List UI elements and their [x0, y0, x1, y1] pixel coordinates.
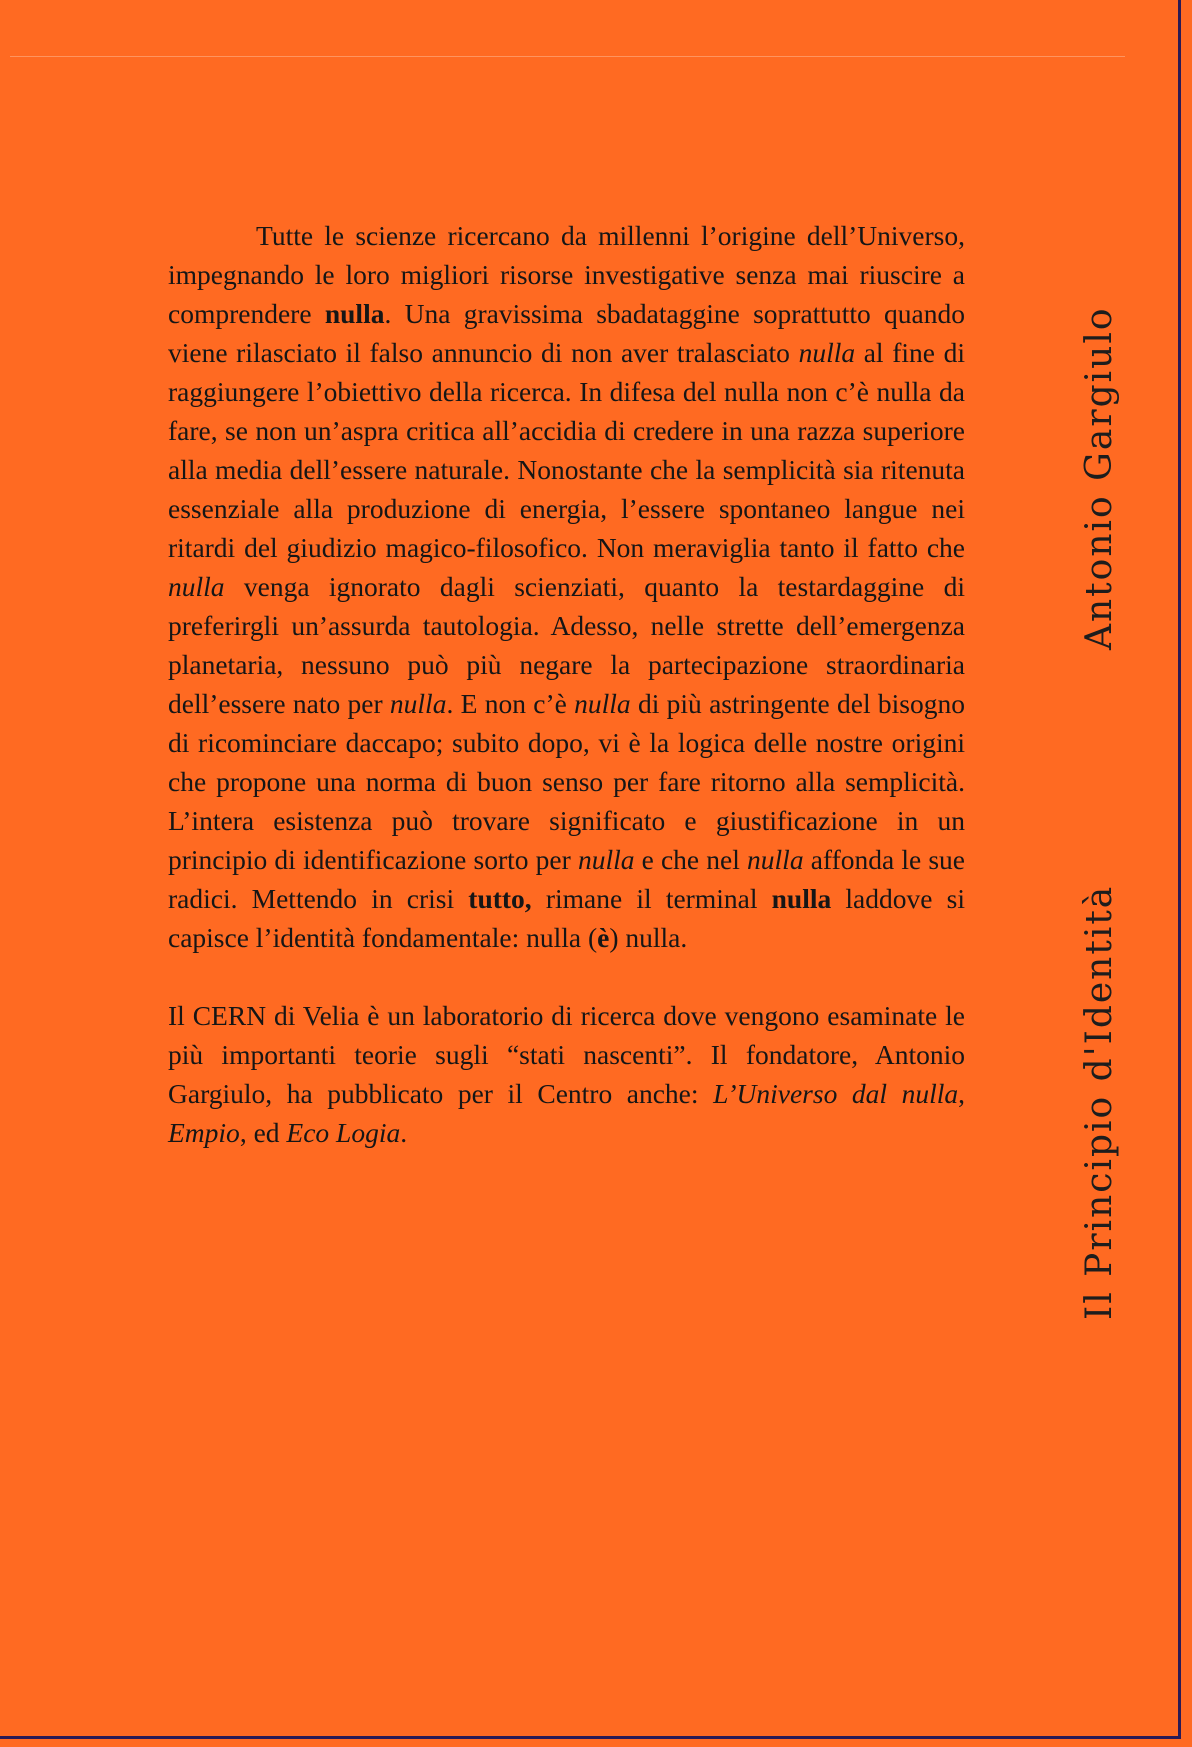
text-run: e che nel [634, 844, 748, 875]
text-run: ) nulla. [609, 922, 688, 953]
text-run: , ed [239, 1117, 287, 1148]
spine-title: Il Principio d'Identità [1079, 884, 1120, 1320]
italic-text: L’Universo dal nulla [713, 1078, 959, 1109]
text-run: Il CERN di Velia è un laboratorio di ricerca dove vengono esaminate le più importanti teorie sugli “stati nascenti”. Il fondatore, Antonio Gargiulo, ha pubblicato per il Centro anche: [168, 1000, 965, 1109]
text-run: laddove si capisce l’identità fondamentale: nulla ( [168, 883, 965, 953]
text-run: Tutte le scienze ricercano da millenni l’origine dell’Universo, impegnando le loro migliori risorse investigative senza mai riuscire a comprendere [168, 220, 965, 329]
text-run: di più astringente del bisogno di ricominciare daccapo; subito dopo, vi è la logica delle nostre origini che propone una norma di buon senso per fare ritorno alla semplicità. L’intera esistenza può trovare significato e giustificazione in un principio di identificazione sorto per [168, 688, 965, 875]
blurb-paragraph-1 [168, 216, 965, 957]
italic-text: Eco Logia [286, 1117, 401, 1148]
italic-text: nulla [577, 844, 635, 875]
spine [1080, 0, 1140, 1747]
italic-text: nulla [747, 844, 804, 875]
text-run: . E non c’è [446, 688, 575, 719]
spine-author: Antonio Gargiulo [1079, 306, 1120, 650]
italic-text: nulla [389, 688, 447, 719]
bold-text: è [597, 922, 610, 953]
text-run: affonda le sue radici. Mettendo in crisi [168, 844, 966, 914]
italic-text: Empio [168, 1117, 240, 1148]
italic-text: nulla [798, 337, 856, 368]
top-rule [10, 56, 1125, 57]
bold-text: nulla [324, 298, 385, 329]
text-run: rimane il terminal [531, 883, 772, 914]
text-run: al fine di raggiungere l’obiettivo della ricerca. In difesa del nulla non c’è nulla da fare, se non un’aspra critica all’accidia di credere in una razza superiore alla media dell’essere naturale. Nonostante che la semplicità sia ritenuta essenziale alla produzione di energia, l’essere spontaneo langue nei ritardi del giudizio magico-filosofico. Non meraviglia tanto il fatto che [168, 337, 965, 563]
blurb-paragraph-2 [168, 996, 965, 1152]
text-run: . [400, 1117, 408, 1148]
text-run: . Una gravissima sbadataggine soprattutto quando viene rilasciato il falso annuncio di non aver tralasciato [168, 298, 965, 368]
italic-text: nulla [574, 688, 631, 719]
bold-text: nulla [771, 883, 832, 914]
italic-text: nulla [168, 571, 225, 602]
back-cover-blurb [168, 216, 965, 1152]
text-run: venga ignorato dagli scienziati, quanto la testardaggine di preferirgli un’assurda tautologia. Adesso, nelle strette dell’emergenza planetaria, nessuno può più negare la partecipazione straordinaria dell’essere nato per [168, 571, 965, 719]
bold-text: tutto, [468, 883, 532, 914]
text-run: , [958, 1078, 966, 1109]
